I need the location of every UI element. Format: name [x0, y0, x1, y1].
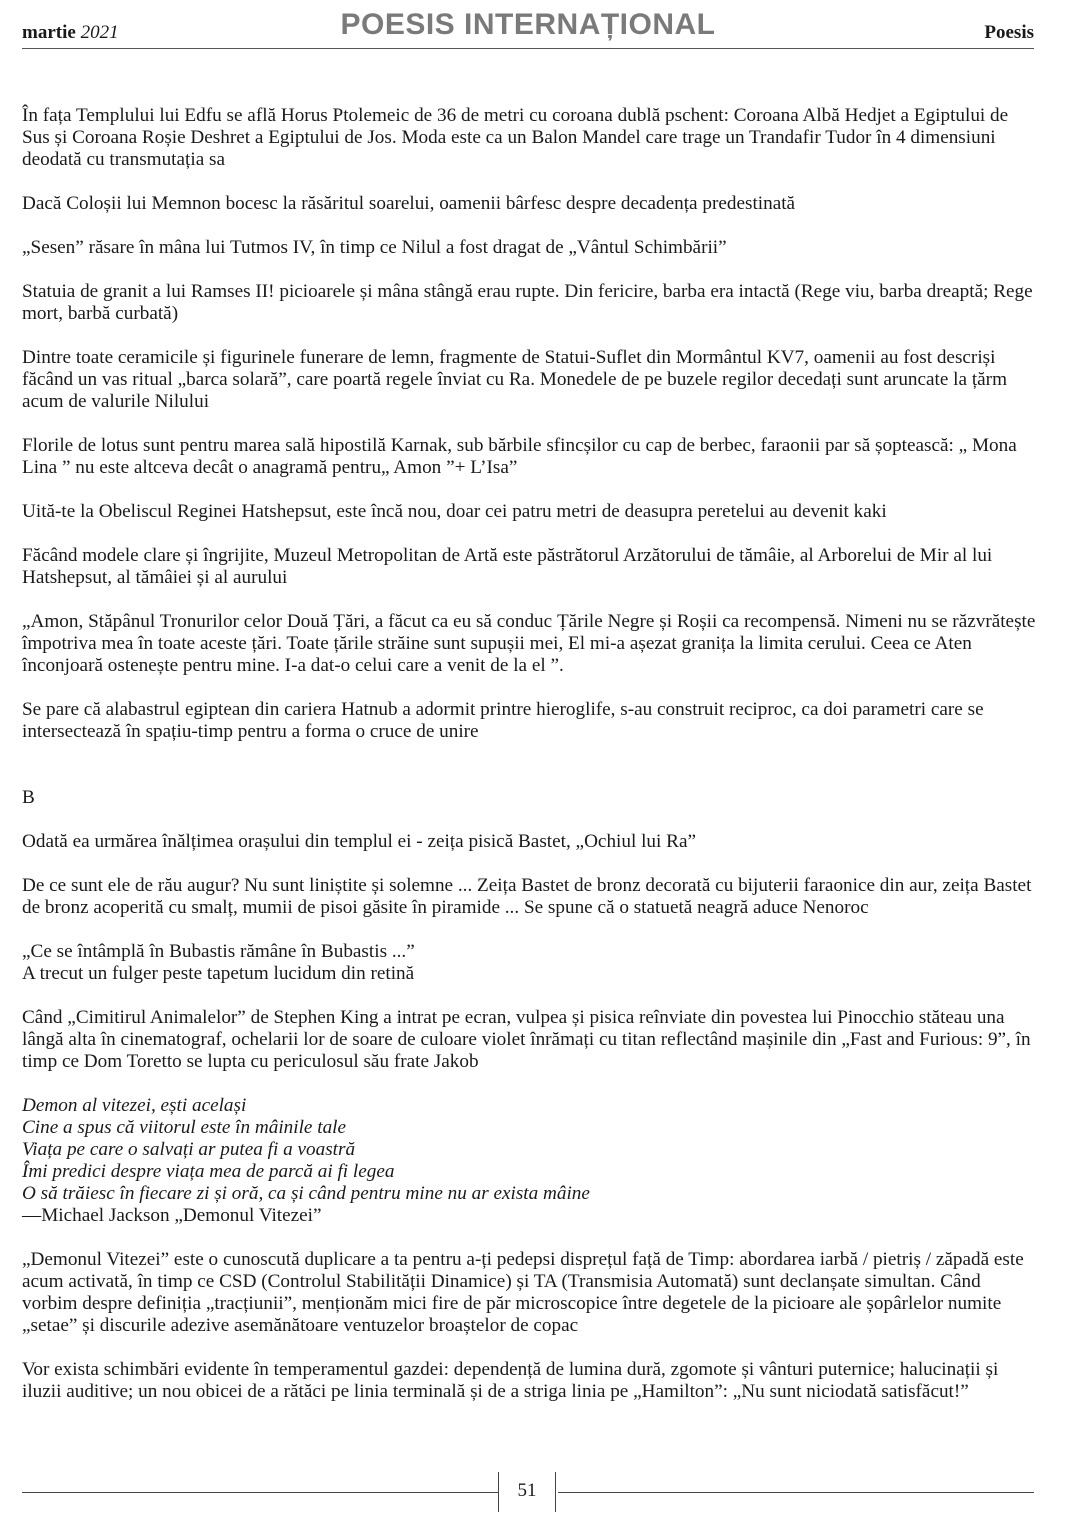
paragraph: „Demonul Vitezei” este o cunoscută duplicare a ta pentru a-ți pedepsi disprețul față de Timp: abordarea iarbă / pietriș / zăpadă este acum activată, în timp ce CSD (Controlul Stabilității Dinamice) și TA (Transmisia Automată) sunt declanșate simultan. Când vorbim despre definiția „tracțiunii”, menționăm mici fire de păr microscopice între degetele de la picioare ale șopârlelor numite „setae” și discurile adezive asemănătoare ventuzelor broaștelor de copac	[22, 1249, 1024, 1336]
verse-attribution: —Michael Jackson „Demonul Vitezei”	[22, 1205, 322, 1226]
paragraph-line: „Ce se întâmplă în Bubastis rămâne în Bubastis ...”	[22, 941, 415, 962]
paragraph: Dintre toate ceramicile și figurinele funerare de lemn, fragmente de Statui-Suflet din Mormântul KV7, oamenii au fost descriși făcând un vas ritual „barca solară”, care poartă regele înviat cu Ra. Monedele de pe buzele regilor decedați sunt aruncate la țărm acum de valurile Nilului	[22, 347, 1007, 412]
footer-rule-right	[558, 1492, 1034, 1493]
paragraph: Făcând modele clare și îngrijite, Muzeul Metropolitan de Artă este păstrătorul Arzătorului de tămâie, al Arborelui de Mir al lui Hatshepsut, al tămâiei și al aurului	[22, 545, 993, 588]
paragraph: Statuia de granit a lui Ramses II! picioarele și mâna stângă erau rupte. Din fericire, barba era intactă (Rege viu, barba dreaptă; Rege mort, barbă curbată)	[22, 281, 1033, 324]
section-name: Poesis	[984, 22, 1034, 43]
issue-year: 2021	[80, 22, 119, 43]
issue-month: martie	[22, 22, 76, 43]
magazine-title: POESIS INTERNAȚIONAL	[340, 8, 716, 41]
verse-line: Îmi predici despre viața mea de parcă ai fi legea	[22, 1161, 395, 1182]
paragraph: „Sesen” răsare în mâna lui Tutmos IV, în timp ce Nilul a fost dragat de „Vântul Schimbării”	[22, 237, 727, 258]
paragraph: Odată ea urmărea înălțimea orașului din templul ei - zeița pisică Bastet, „Ochiul lui Ra”	[22, 831, 696, 852]
paragraph: În fața Templului lui Edfu se află Horus Ptolemeic de 36 de metri cu coroana dublă pschent: Coroana Albă Hedjet a Egiptului de Sus și Coroana Roșie Deshret a Egiptului de Jos. Moda este ca un Balon Mandel care trage un Trandafir Tudor în 4 dimensiuni deodată cu transmutația sa	[22, 105, 1009, 170]
paragraph: Florile de lotus sunt pentru marea sală hipostilă Karnak, sub bărbile sfincșilor cu cap de berbec, faraonii par să șoptească: „ Mona Lina ” nu este altceva decât o anagramă pentru„ Amon ”+ L’Isa”	[22, 435, 1017, 478]
verse-line: Viața pe care o salvați ar putea fi a voastră	[22, 1139, 356, 1160]
paragraph: Când „Cimitirul Animalelor” de Stephen King a intrat pe ecran, vulpea și pisica reînviate din povestea lui Pinocchio stăteau una lângă alta în cinematograf, ochelarii lor de soare de culoare violet înrămați cu titan reflectând mașinile din „Fast and Furious: 9”, în timp ce Dom Toretto se lupta cu periculosul său frate Jakob	[22, 1007, 1031, 1072]
paragraph-line: A trecut un fulger peste tapetum lucidum din retină	[22, 963, 415, 984]
verse-line: O să trăiesc în fiecare zi și oră, ca și când pentru mine nu ar exista mâine	[22, 1183, 590, 1204]
article-body	[22, 105, 1036, 1425]
footer-rule-left	[22, 1492, 498, 1493]
verse-line: Demon al vitezei, ești același	[22, 1095, 247, 1116]
page-header	[22, 8, 1034, 49]
paragraph: Dacă Coloșii lui Memnon bocesc la răsăritul soarelui, oamenii bârfesc despre decadența predestinată	[22, 193, 796, 214]
verse-line: Cine a spus că viitorul este în mâinile tale	[22, 1117, 347, 1138]
page-number: 51	[517, 1480, 537, 1501]
paragraph: „Amon, Stăpânul Tronurilor celor Două Țări, a făcut ca eu să conduc Țările Negre și Roșii ca recompensă. Nimeni nu se răzvrătește împotriva mea în toate aceste țări. Toate țările străine sunt supușii mei, El mi-a așezat granița la limita cerului. Ceea ce Aten înconjoară ostenește pentru mine. I-a dat-o celui care a venit de la el ”.	[22, 611, 1036, 676]
footer-divider-right	[555, 1472, 556, 1512]
paragraph: Uită-te la Obeliscul Reginei Hatshepsut, este încă nou, doar cei patru metri de deasupra peretelui au devenit kaki	[22, 501, 887, 522]
page-footer	[22, 1472, 1034, 1512]
paragraph: Vor exista schimbări evidente în temperamentul gazdei: dependență de lumina dură, zgomote și vânturi puternice; halucinații și iluzii auditive; un nou obicei de a rătăci pe linia terminală și de a striga linia pe „Hamilton”: „Nu sunt niciodată satisfăcut!”	[22, 1359, 999, 1402]
paragraph: Se pare că alabastrul egiptean din cariera Hatnub a adormit printre hieroglife, s-au construit reciproc, ca doi parametri care se intersectează în spațiu-timp pentru a forma o cruce de unire	[22, 699, 984, 742]
section-spacer	[22, 765, 1036, 787]
paragraph: De ce sunt ele de rău augur? Nu sunt liniștite și solemne ... Zeița Bastet de bronz decorată cu bijuterii faraonice din aur, zeița Bastet de bronz acoperită cu smalț, mumii de pisoi găsite în piramide ... Se spune că o statuetă neagră aduce Nenoroc	[22, 875, 1032, 918]
section-label: B	[22, 787, 35, 808]
